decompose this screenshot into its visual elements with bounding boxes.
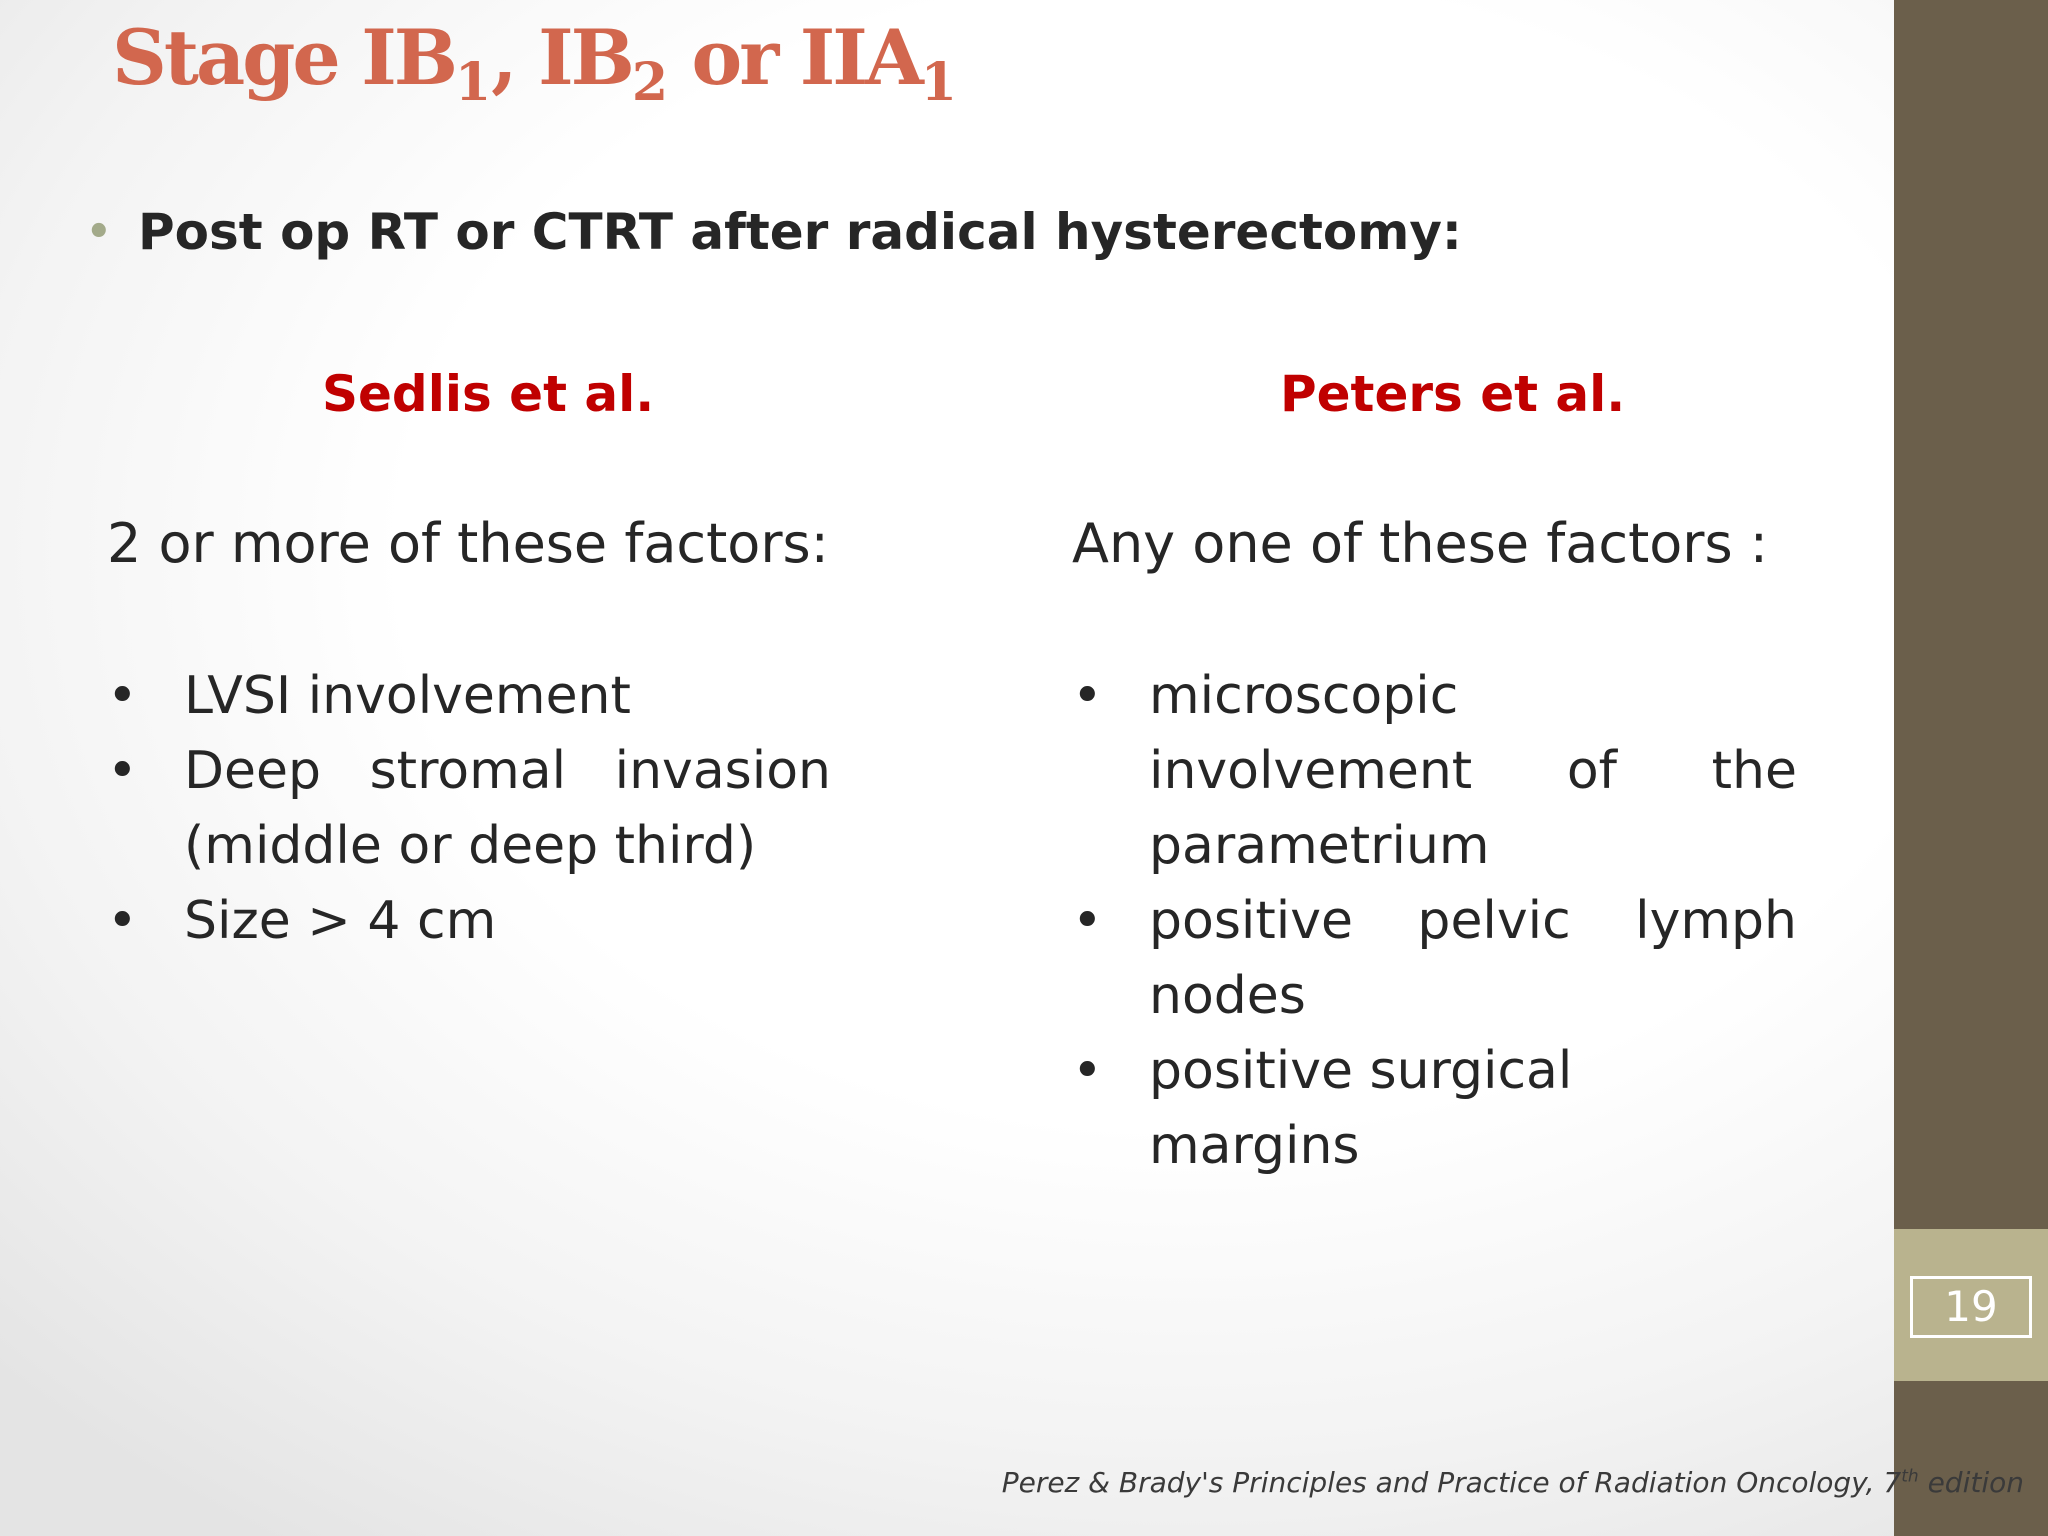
title-part-2: , IB <box>491 13 632 102</box>
bullet-icon: • <box>86 209 112 255</box>
title-part-1: Stage IB <box>112 13 455 102</box>
page-number: 19 <box>1910 1276 2032 1338</box>
lead-text: Post op RT or CTRT after radical hysterectomy: <box>138 203 1462 261</box>
list-item <box>107 734 831 884</box>
citation-suffix: edition <box>1918 1466 2024 1499</box>
bullet-icon: • <box>107 891 138 951</box>
bullet-icon: • <box>1072 1041 1103 1101</box>
title-subscript-3: 1 <box>920 52 957 113</box>
list-item <box>107 884 831 959</box>
right-column-heading: Peters et al. <box>1280 365 1626 423</box>
citation-superscript: th <box>1901 1466 1919 1487</box>
left-column-heading: Sedlis et al. <box>322 365 655 423</box>
list-item-text: microscopic involvement of the parametrium <box>1149 666 1797 876</box>
title-part-3: or IIA <box>668 13 921 102</box>
citation <box>1002 1466 2024 1499</box>
list-item <box>1072 884 1797 1034</box>
right-factor-list <box>1072 659 1797 1184</box>
citation-text: Perez & Brady's Principles and Practice of Radiation Oncology, 7 <box>1001 1466 1902 1499</box>
title-subscript-2: 2 <box>631 52 669 113</box>
list-item <box>107 659 831 734</box>
list-item-text: Deep stromal invasion (middle or deep third) <box>184 741 831 876</box>
bullet-icon: • <box>107 741 138 801</box>
list-item-text: positive surgical margins <box>1149 1041 1573 1176</box>
bullet-icon: • <box>107 666 138 726</box>
title-subscript-1: 1 <box>454 52 492 113</box>
list-item-text: LVSI involvement <box>184 666 631 726</box>
left-column-intro: 2 or more of these factors: <box>107 512 829 575</box>
list-item-text: positive pelvic lymph nodes <box>1149 891 1797 1026</box>
bullet-icon: • <box>1072 891 1103 951</box>
left-factor-list <box>107 659 831 959</box>
list-item-text: Size > 4 cm <box>184 891 497 951</box>
bullet-icon: • <box>1072 666 1103 726</box>
slide-title <box>112 14 957 113</box>
list-item <box>1072 659 1797 884</box>
right-column-intro: Any one of these factors : <box>1072 512 1768 575</box>
list-item <box>1072 1034 1797 1184</box>
lead-bullet-line <box>86 202 1462 262</box>
